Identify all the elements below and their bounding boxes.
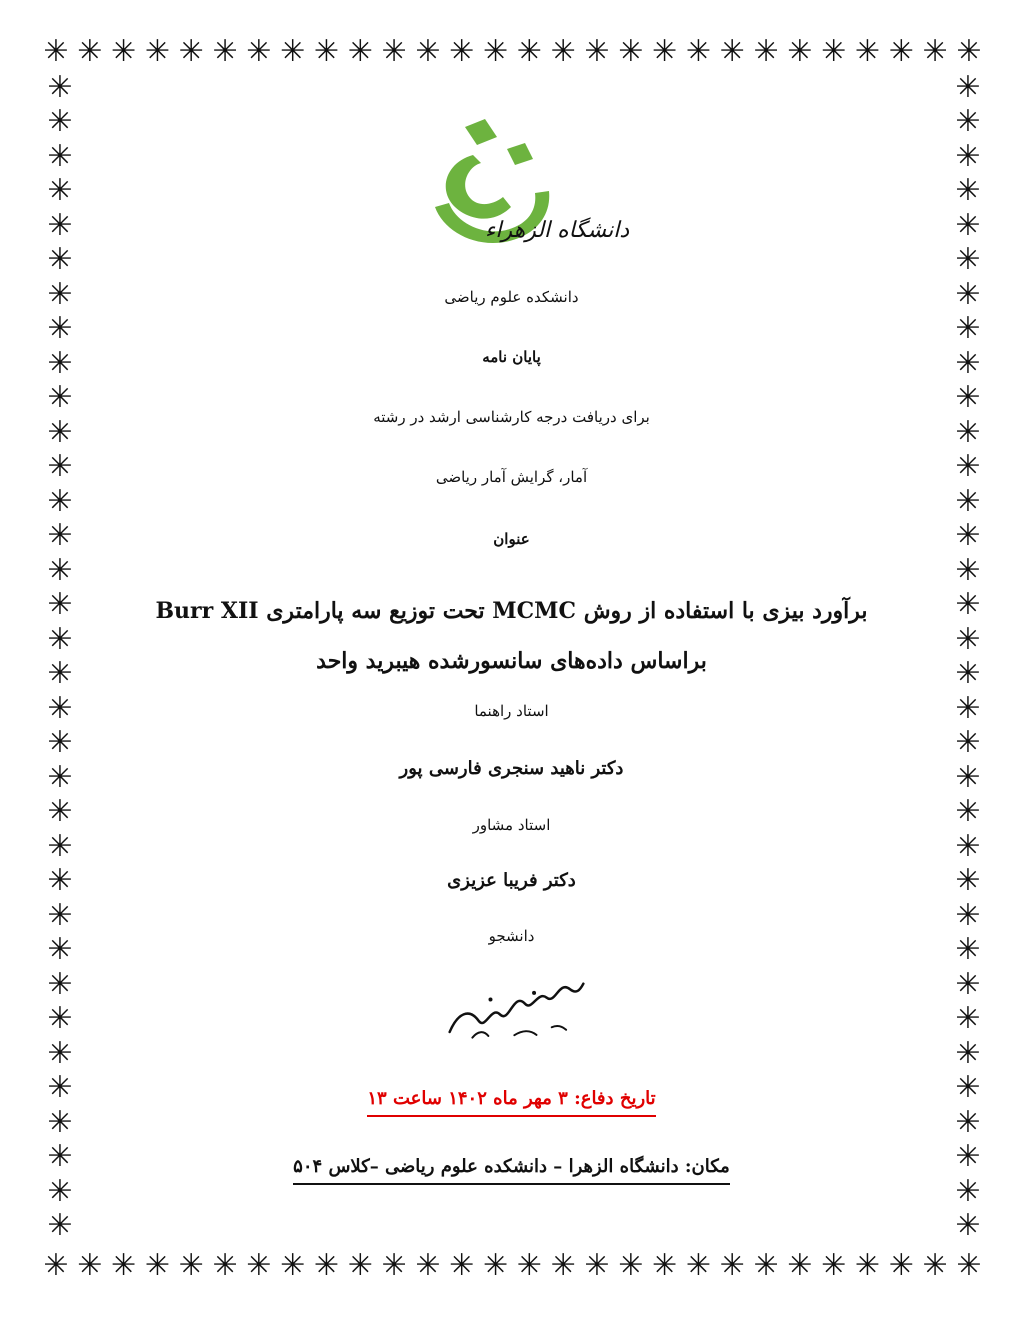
border-star-icon: ✳ <box>955 828 981 864</box>
border-star-icon: ✳ <box>922 1248 948 1283</box>
border-star-icon: ✳ <box>47 380 73 416</box>
border-star-icon: ✳ <box>955 1139 981 1175</box>
border-star-icon: ✳ <box>854 34 881 69</box>
border-star-icon: ✳ <box>955 1001 981 1037</box>
border-star-icon: ✳ <box>955 587 981 623</box>
border-star-icon: ✳ <box>584 34 610 69</box>
border-star-icon: ✳ <box>47 1139 73 1175</box>
border-star-icon: ✳ <box>415 34 441 69</box>
border-star-icon: ✳ <box>888 34 914 69</box>
border-star-icon: ✳ <box>719 34 745 69</box>
border-star-icon: ✳ <box>415 1248 441 1283</box>
border-star-icon: ✳ <box>47 173 73 209</box>
border-star-icon: ✳ <box>47 828 73 864</box>
border-star-icon: ✳ <box>584 1248 610 1283</box>
border-star-icon: ✳ <box>47 414 73 450</box>
title-heading: عنوان <box>493 530 530 548</box>
border-star-icon: ✳ <box>516 1248 542 1283</box>
border-star-icon: ✳ <box>47 863 73 899</box>
border-star-icon: ✳ <box>111 1248 137 1283</box>
border-star-icon: ✳ <box>47 690 73 726</box>
border-star-icon: ✳ <box>956 34 982 69</box>
border-star-icon: ✳ <box>787 34 813 69</box>
logo-caption: دانشگاه الزهراء <box>485 218 630 243</box>
border-star-icon: ✳ <box>955 1104 981 1140</box>
faculty-name: دانشکده علوم ریاضی <box>444 288 579 306</box>
border-star-icon: ✳ <box>47 1104 73 1140</box>
border-star-icon: ✳ <box>47 725 73 761</box>
thesis-title-line1: برآورد بیزی با استفاده از روش MCMC تحت توزیع سه پارامتری Burr XII <box>155 598 868 624</box>
border-star-icon: ✳ <box>955 104 981 140</box>
border-star-icon: ✳ <box>955 483 981 519</box>
border-star-icon: ✳ <box>955 173 981 209</box>
border-star-icon: ✳ <box>47 587 73 623</box>
border-star-icon: ✳ <box>854 1248 881 1283</box>
border-star-icon: ✳ <box>955 621 981 657</box>
border-star-icon: ✳ <box>47 207 73 243</box>
border-star-icon: ✳ <box>821 1248 847 1283</box>
border-star-icon: ✳ <box>955 311 981 347</box>
border-star-icon: ✳ <box>719 1248 745 1283</box>
border-star-icon: ✳ <box>449 1248 475 1283</box>
border-star-icon: ✳ <box>652 1248 678 1283</box>
location-row <box>80 1156 943 1185</box>
border-top <box>40 36 985 68</box>
border-star-icon: ✳ <box>955 656 981 692</box>
border-star-icon: ✳ <box>955 725 981 761</box>
border-left <box>42 72 78 1242</box>
border-star-icon: ✳ <box>47 552 73 588</box>
border-star-icon: ✳ <box>47 70 73 105</box>
border-star-icon: ✳ <box>955 242 981 278</box>
border-star-icon: ✳ <box>43 34 69 69</box>
border-star-icon: ✳ <box>955 932 981 968</box>
university-logo <box>425 115 605 270</box>
border-star-icon: ✳ <box>955 552 981 588</box>
thesis-type: پایان نامه <box>482 348 541 366</box>
border-star-icon: ✳ <box>212 1248 238 1283</box>
border-star-icon: ✳ <box>618 34 644 69</box>
advisor-name: دکتر فریبا عزیزی <box>447 870 576 891</box>
border-star-icon: ✳ <box>449 34 475 69</box>
border-right <box>950 72 986 1242</box>
border-star-icon: ✳ <box>685 1248 711 1283</box>
border-star-icon: ✳ <box>47 794 73 830</box>
border-star-icon: ✳ <box>482 1248 509 1283</box>
border-star-icon: ✳ <box>955 207 981 243</box>
border-star-icon: ✳ <box>47 1035 73 1071</box>
border-star-icon: ✳ <box>47 656 73 692</box>
border-star-icon: ✳ <box>381 34 407 69</box>
student-label: دانشجو <box>488 927 535 945</box>
border-star-icon: ✳ <box>955 1207 981 1243</box>
border-star-icon: ✳ <box>43 1248 69 1283</box>
border-star-icon: ✳ <box>955 449 981 485</box>
border-star-icon: ✳ <box>888 1248 914 1283</box>
degree-text: برای دریافت درجه کارشناسی ارشد در رشته <box>373 408 650 426</box>
border-star-icon: ✳ <box>47 966 73 1002</box>
supervisor-name: دکتر ناهید سنجری فارسی پور <box>399 758 624 779</box>
border-star-icon: ✳ <box>955 1070 981 1106</box>
border-star-icon: ✳ <box>955 276 981 312</box>
border-star-icon: ✳ <box>47 1001 73 1037</box>
border-star-icon: ✳ <box>246 34 272 69</box>
border-star-icon: ✳ <box>47 1173 73 1209</box>
border-star-icon: ✳ <box>47 518 73 554</box>
border-star-icon: ✳ <box>955 759 981 795</box>
border-star-icon: ✳ <box>652 34 678 69</box>
border-star-icon: ✳ <box>955 690 981 726</box>
border-star-icon: ✳ <box>47 276 73 312</box>
defense-location: مکان: دانشگاه الزهرا – دانشکده علوم ریاضی –کلاس ۵۰۴ <box>293 1156 730 1185</box>
field-text: آمار، گرایش آمار ریاضی <box>435 468 588 486</box>
defense-date: تاریخ دفاع: ۳ مهر ماه ۱۴۰۲ ساعت ۱۳ <box>367 1088 655 1117</box>
thesis-title-line2: براساس داده‌های سانسورشده هیبرید واحد <box>316 648 707 674</box>
border-star-icon: ✳ <box>178 1248 204 1283</box>
border-star-icon: ✳ <box>246 1248 272 1283</box>
border-star-icon: ✳ <box>280 34 306 69</box>
border-star-icon: ✳ <box>47 1070 73 1106</box>
border-star-icon: ✳ <box>47 483 73 519</box>
border-star-icon: ✳ <box>955 414 981 450</box>
border-star-icon: ✳ <box>955 794 981 830</box>
border-star-icon: ✳ <box>212 34 238 69</box>
border-star-icon: ✳ <box>144 1248 170 1283</box>
border-star-icon: ✳ <box>753 1248 779 1283</box>
border-star-icon: ✳ <box>47 311 73 347</box>
border-star-icon: ✳ <box>144 34 170 69</box>
border-star-icon: ✳ <box>47 449 73 485</box>
border-star-icon: ✳ <box>955 138 981 174</box>
border-star-icon: ✳ <box>955 1173 981 1209</box>
border-star-icon: ✳ <box>47 897 73 933</box>
border-star-icon: ✳ <box>47 932 73 968</box>
border-star-icon: ✳ <box>313 34 340 69</box>
border-star-icon: ✳ <box>922 34 948 69</box>
border-star-icon: ✳ <box>955 863 981 899</box>
border-star-icon: ✳ <box>955 380 981 416</box>
border-star-icon: ✳ <box>685 34 711 69</box>
border-star-icon: ✳ <box>618 1248 644 1283</box>
border-star-icon: ✳ <box>955 345 981 381</box>
border-star-icon: ✳ <box>955 70 981 105</box>
defense-date-row <box>80 1088 943 1117</box>
border-star-icon: ✳ <box>956 1248 982 1283</box>
border-star-icon: ✳ <box>47 1207 73 1243</box>
border-star-icon: ✳ <box>955 966 981 1002</box>
border-bottom <box>40 1250 985 1282</box>
border-star-icon: ✳ <box>955 1035 981 1071</box>
border-star-icon: ✳ <box>821 34 847 69</box>
border-star-icon: ✳ <box>280 1248 306 1283</box>
advisor-label: استاد مشاور <box>472 816 551 834</box>
border-star-icon: ✳ <box>550 1248 576 1283</box>
border-star-icon: ✳ <box>482 34 509 69</box>
border-star-icon: ✳ <box>111 34 137 69</box>
student-signature <box>438 977 593 1047</box>
border-star-icon: ✳ <box>787 1248 813 1283</box>
border-star-icon: ✳ <box>47 345 73 381</box>
border-star-icon: ✳ <box>955 897 981 933</box>
border-star-icon: ✳ <box>47 242 73 278</box>
border-star-icon: ✳ <box>77 34 103 69</box>
border-star-icon: ✳ <box>550 34 576 69</box>
border-star-icon: ✳ <box>347 1248 373 1283</box>
border-star-icon: ✳ <box>347 34 373 69</box>
border-star-icon: ✳ <box>47 138 73 174</box>
border-star-icon: ✳ <box>313 1248 340 1283</box>
border-star-icon: ✳ <box>381 1248 407 1283</box>
border-star-icon: ✳ <box>47 104 73 140</box>
supervisor-label: استاد راهنما <box>474 702 549 720</box>
border-star-icon: ✳ <box>47 759 73 795</box>
border-star-icon: ✳ <box>178 34 204 69</box>
border-star-icon: ✳ <box>753 34 779 69</box>
border-star-icon: ✳ <box>47 621 73 657</box>
border-star-icon: ✳ <box>77 1248 103 1283</box>
border-star-icon: ✳ <box>516 34 542 69</box>
border-star-icon: ✳ <box>955 518 981 554</box>
